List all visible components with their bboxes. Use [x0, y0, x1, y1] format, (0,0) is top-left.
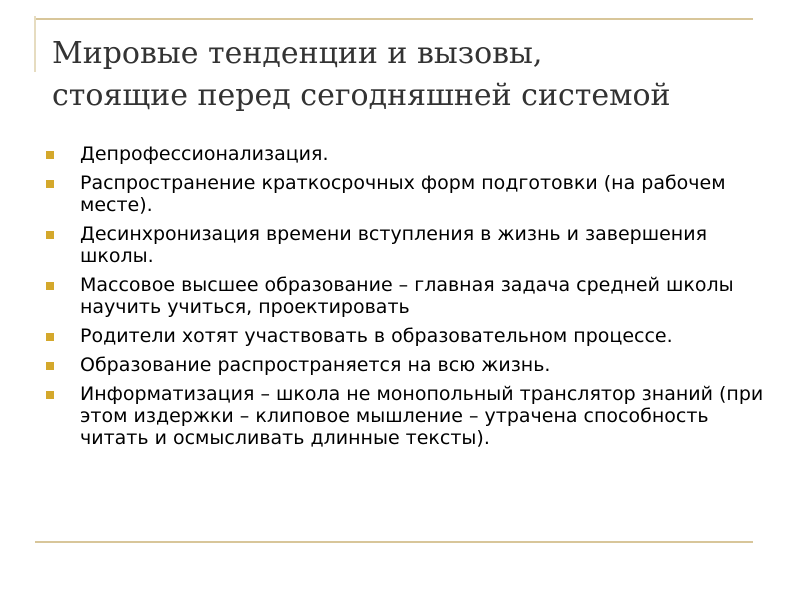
square-bullet-icon — [46, 180, 54, 188]
slide-title-line-1: Мировые тенденции и вызовы, — [52, 36, 543, 71]
square-bullet-icon — [46, 231, 54, 239]
slide-title-line-2: стоящие перед сегодняшней системой — [52, 78, 671, 113]
list-item-text: Образование распространяется на всю жизнь. — [80, 354, 551, 376]
list-item — [46, 143, 776, 165]
list-item — [46, 383, 776, 449]
square-bullet-icon — [46, 333, 54, 341]
square-bullet-icon — [46, 282, 54, 290]
list-item — [46, 274, 776, 318]
list-item-text: Депрофессионализация. — [80, 143, 329, 165]
list-item — [46, 223, 776, 267]
list-item — [46, 354, 776, 376]
left-accent-line — [34, 16, 36, 72]
list-item-text: Массовое высшее образование – главная задача средней школы научить учиться, проектировать — [80, 274, 734, 318]
list-item-text: Десинхронизация времени вступления в жизнь и завершения школы. — [80, 223, 707, 267]
square-bullet-icon — [46, 151, 54, 159]
bottom-divider-line — [35, 541, 753, 543]
list-item — [46, 172, 776, 216]
square-bullet-icon — [46, 391, 54, 399]
square-bullet-icon — [46, 362, 54, 370]
bullet-list — [46, 143, 776, 456]
slide-title — [52, 33, 772, 117]
top-divider-line — [35, 18, 753, 20]
list-item-text: Информатизация – школа не монопольный транслятор знаний (при этом издержки – клиповое мышление – утрачена способность читать и осмысливать длинные тексты). — [80, 383, 764, 449]
list-item-text: Распространение краткосрочных форм подготовки (на рабочем месте). — [80, 172, 726, 216]
list-item-text: Родители хотят участвовать в образовательном процессе. — [80, 325, 673, 347]
list-item — [46, 325, 776, 347]
